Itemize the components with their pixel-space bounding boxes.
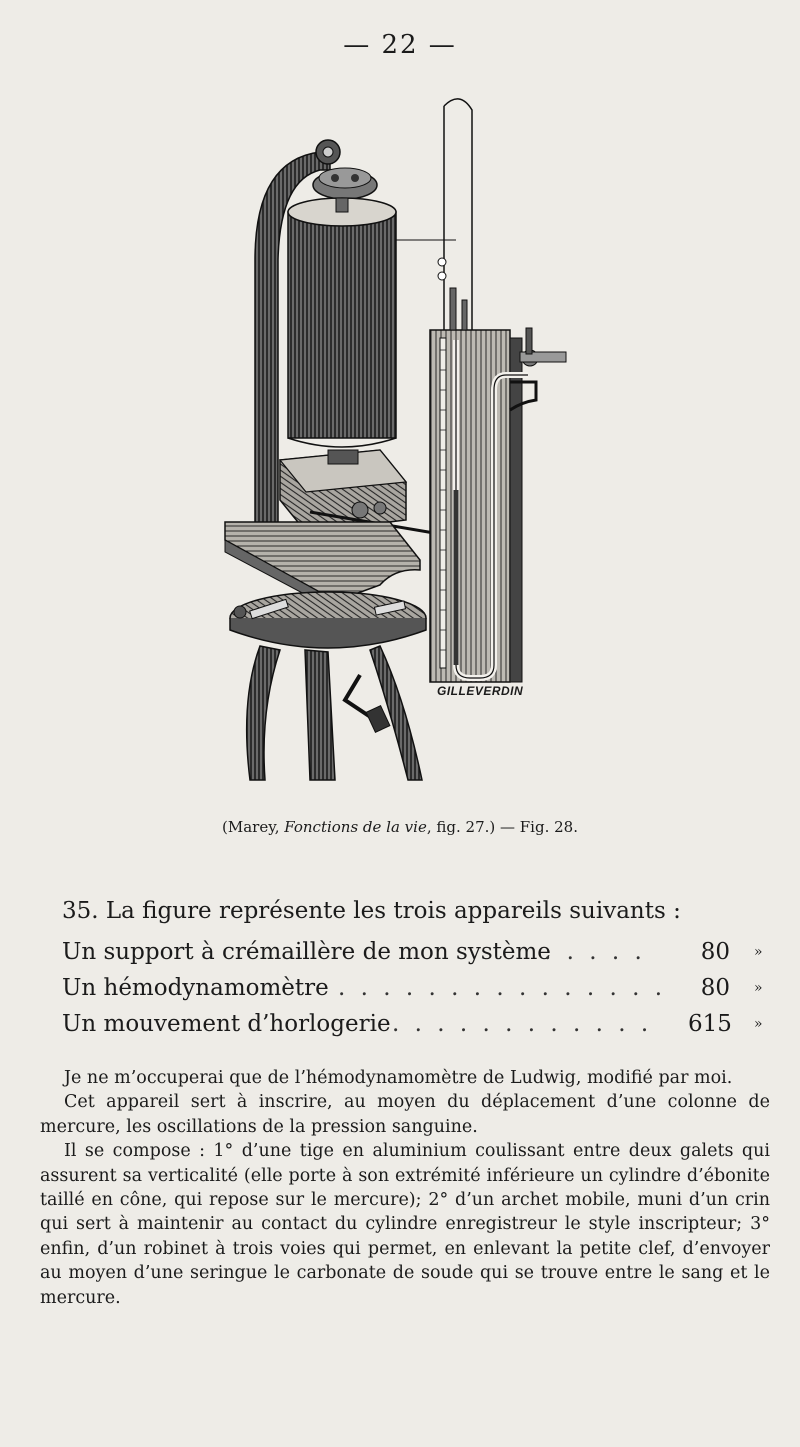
caption-prefix: (Marey, (222, 818, 285, 836)
item-ditto-mark: » (754, 1016, 763, 1032)
body-text (40, 1066, 770, 1310)
list-item (62, 934, 782, 970)
item-value: 80 (700, 939, 730, 965)
section-title: 35. La figure représente les trois appareils suivants : (62, 898, 681, 924)
paragraph: Cet appareil sert à inscrire, au moyen du déplacement d’une colonne de mercure, les oscillations de la pression sanguine. (40, 1092, 770, 1137)
item-label: Un mouvement d’horlogerie (62, 1011, 391, 1037)
item-ditto-mark: » (754, 980, 763, 996)
apparatus-list (62, 934, 782, 1042)
item-leader-dots: . . . . . . . . . . . . . . . (338, 975, 667, 1001)
page-number: — 22 — (343, 30, 457, 60)
list-item (62, 970, 782, 1006)
item-value: 80 (700, 975, 730, 1001)
caption-suffix: , fig. 27.) — Fig. 28. (426, 818, 578, 836)
figure-caption (0, 818, 800, 836)
item-leader-dots: . . . . . . . . . . . . (392, 1011, 653, 1037)
list-item (62, 1006, 782, 1042)
item-value: 615 (688, 1011, 732, 1037)
apparatus-illustration (210, 90, 590, 790)
caption-source-title: Fonctions de la vie (284, 818, 427, 836)
item-label: Un support à crémaillère de mon système (62, 939, 551, 965)
item-label: Un hémodynamomètre (62, 975, 329, 1001)
hemodynamometer-engraving (210, 90, 590, 790)
paragraph: Je ne m’occuperai que de l’hémodynamomètre de Ludwig, modifié par moi. (64, 1068, 733, 1088)
engraver-signature: GILLEVERDIN (437, 684, 524, 698)
item-ditto-mark: » (754, 944, 763, 960)
item-leader-dots: . . . . . (544, 939, 646, 965)
paragraph: Il se compose : 1° d’une tige en aluminium coulissant entre deux galets qui assurent sa verticalité (elle porte à son extrémité inférieure un cylindre d’ébonite taillé en cône, qui repose sur le mercure); 2° d’un archet mobile, muni d’un crin qui sert à maintenir au contact du cylindre enregistreur le style inscripteur; 3° enfin, d’un robinet à trois voies qui permet, en enlevant la petite clef, d’envoyer au moyen d’une seringue le carbonate de soude qui se trouve entre le sang et le mercure. (40, 1141, 770, 1308)
